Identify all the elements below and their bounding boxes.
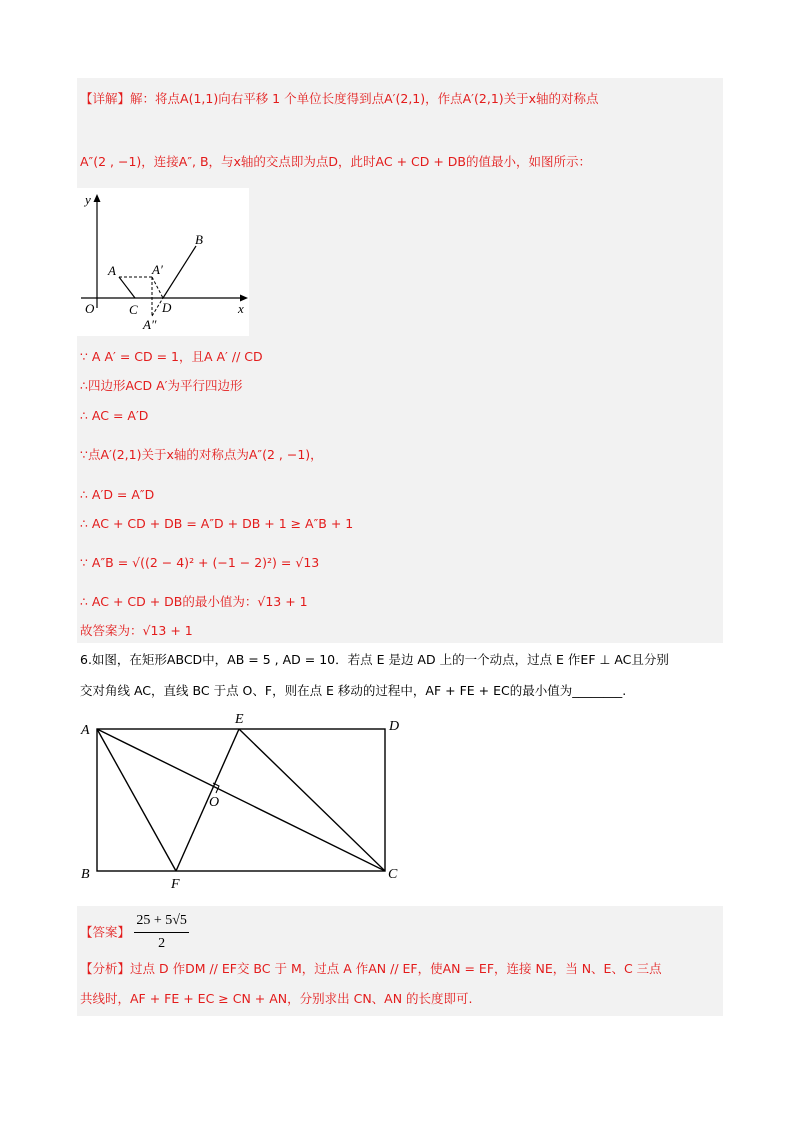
label-A1: A′: [152, 262, 163, 277]
step-1: ∵ A A′ = CD = 1，且A A′ // CD: [80, 349, 263, 364]
label-y: y: [85, 192, 91, 207]
solution-text-1: 解：将点A(1,1)向右平移 1 个单位长度得到点A′(2,1)，作点A′(2,1)关于x轴的对称点: [130, 91, 599, 106]
label-A: A: [108, 263, 116, 278]
label-B: B: [81, 867, 90, 882]
answer-denominator: 2: [158, 936, 166, 951]
step-6: ∴ AC + CD + DB = A″D + DB + 1 ≥ A″B + 1: [80, 516, 354, 531]
step-8: ∴ AC + CD + DB的最小值为：√13 + 1: [80, 594, 308, 609]
detail-tag: 【详解】: [80, 91, 131, 106]
answer-fraction: [134, 910, 189, 955]
figure-1-coordinate-diagram: [77, 188, 249, 336]
label-x: x: [238, 301, 244, 316]
segment-FE: [176, 729, 239, 871]
step-7: ∵ A″B = √((2 − 4)² + (−1 − 2)²) = √13: [80, 555, 320, 570]
answer-numerator: 25 + 5√5: [134, 910, 189, 933]
label-C: C: [129, 302, 138, 317]
problem-6-line-1: 6.如图，在矩形ABCD中，AB = 5 , AD = 10．若点 E 是边 AD 上的一个动点，过点 E 作EF ⊥ AC且分别: [80, 652, 669, 667]
solution-line-2: A″(2 , −1)，连接A″, B，与x轴的交点即为点D，此时AC + CD + DB的值最小，如图所示：: [80, 154, 591, 169]
step-2: ∴四边形ACD A′为平行四边形: [80, 378, 243, 393]
analysis-text-1: 过点 D 作DM // EF交 BC 于 M，过点 A 作AN // EF，使AN = EF，连接 NE，当 N、E、C 三点: [130, 961, 662, 976]
label-C: C: [388, 867, 398, 882]
solution-line-1: [80, 90, 599, 108]
label-D: D: [389, 719, 400, 734]
segment-AF: [97, 729, 176, 871]
label-E: E: [235, 712, 244, 727]
label-A2: A″: [143, 317, 157, 332]
diagonal-AC: [97, 729, 385, 871]
label-F: F: [171, 877, 180, 890]
figure-2-rectangle-diagram: [77, 708, 417, 890]
label-A: A: [81, 723, 90, 738]
step-4: ∵点A′(2,1)关于x轴的对称点为A″(2 , −1)，: [80, 447, 323, 462]
problem-6-line-2: 交对角线 AC，直线 BC 于点 O、F，则在点 E 移动的过程中，AF + FE + EC的最小值为________.: [80, 683, 627, 698]
label-D: D: [162, 300, 172, 315]
step-3: ∴ AC = A′D: [80, 408, 149, 423]
analysis-tag: 【分析】: [80, 961, 131, 976]
analysis-line-1: [80, 960, 662, 978]
segment-EC: [239, 729, 385, 871]
answer-line: [80, 910, 189, 955]
step-9: 故答案为：√13 + 1: [80, 623, 193, 638]
analysis-line-2: 共线时，AF + FE + EC ≥ CN + AN，分别求出 CN、AN 的长度即可.: [80, 991, 473, 1006]
label-O: O: [209, 795, 220, 810]
step-5: ∴ A′D = A″D: [80, 487, 155, 502]
label-O: O: [85, 301, 95, 316]
answer-tag: 【答案】: [80, 924, 131, 940]
label-B: B: [195, 232, 203, 247]
